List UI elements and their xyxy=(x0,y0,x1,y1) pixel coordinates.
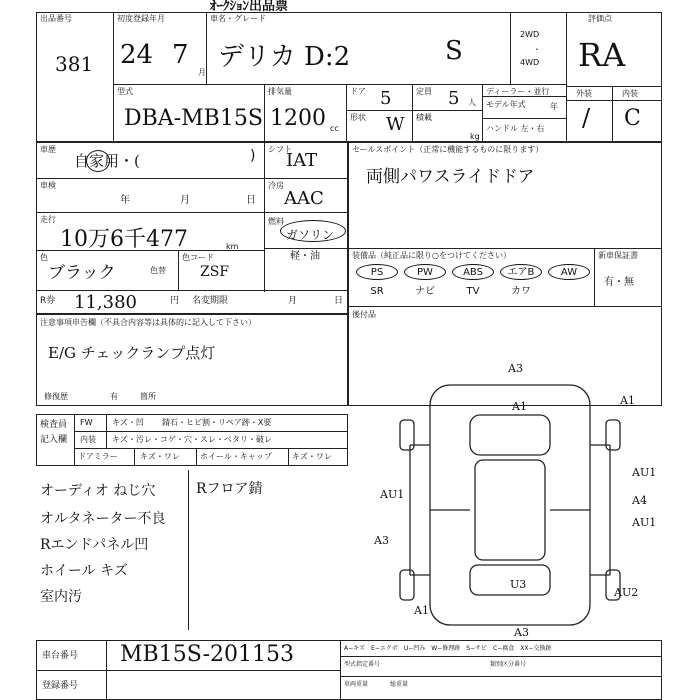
note-line: 室内汚 xyxy=(40,589,82,605)
equipment-item: PS xyxy=(356,264,398,280)
grade-score: RA xyxy=(578,36,626,74)
lot-label: 出品番号 xyxy=(40,14,72,23)
damage-diagram xyxy=(370,360,670,650)
equipment-item: SR xyxy=(370,286,384,297)
equipment-item: PW xyxy=(404,264,446,280)
sales-point: 両側パワスライドドア xyxy=(366,167,535,187)
body-shape: W xyxy=(386,114,405,135)
recycle-fee: 11,380 xyxy=(74,292,137,313)
registration-year: 24 xyxy=(120,40,154,70)
equipment-item: AW xyxy=(548,264,590,280)
chassis-number: MB15S-201153 xyxy=(120,642,294,667)
vehicle-history: 自家用・( xyxy=(74,152,140,170)
model-name: デリカ D:2 xyxy=(218,42,351,72)
windshield xyxy=(470,415,550,455)
grade: S xyxy=(445,36,463,66)
fuel-type: ガソリン xyxy=(286,228,335,242)
registration-label: 初度登録年月 xyxy=(117,14,165,23)
damage-mark: U3 xyxy=(510,578,527,591)
interior-grade: C xyxy=(624,106,641,131)
damage-mark: A3 xyxy=(374,534,389,547)
note-line: Rフロア錆 xyxy=(196,481,263,497)
color-code: ZSF xyxy=(200,264,230,280)
capacity: 5 xyxy=(448,88,460,109)
damage-mark: A1 xyxy=(414,604,429,617)
equipment-item: エアB xyxy=(500,264,542,280)
damage-mark: A1 xyxy=(512,400,527,413)
note-line: ホイール キズ xyxy=(40,563,128,579)
damage-mark: AU1 xyxy=(632,516,657,529)
fuel-circle xyxy=(280,220,346,242)
exterior-grade: / xyxy=(582,104,591,132)
damage-mark: A3 xyxy=(508,362,523,375)
damage-mark: A4 xyxy=(632,494,647,507)
grade-label: 評価点 xyxy=(588,14,612,23)
notes-text: E/G チェックランプ点灯 xyxy=(48,344,216,362)
equipment-item: カワ xyxy=(511,286,531,297)
history-circle xyxy=(86,150,110,172)
damage-mark: A1 xyxy=(620,394,635,407)
drive-4wd: 4WD xyxy=(520,58,540,67)
mileage: 10万6千477 xyxy=(60,227,188,252)
displacement: 1200 xyxy=(270,106,326,131)
roof xyxy=(475,460,545,560)
damage-mark: AU1 xyxy=(632,466,657,479)
doors: 5 xyxy=(380,88,392,109)
damage-mark: A3 xyxy=(514,626,529,639)
equipment-item: ABS xyxy=(452,264,494,280)
ac-type: AAC xyxy=(284,188,324,209)
model-code: DBA-MB15S xyxy=(124,106,263,131)
page-title: ｵｰｸｼｮﾝ出品票 xyxy=(210,0,289,14)
body-color: ブラック xyxy=(48,263,116,283)
note-line: オーディオ ねじ穴 xyxy=(40,483,156,499)
equipment-item: TV xyxy=(466,286,480,297)
registration-month: 7 xyxy=(172,40,189,70)
note-line: Rエンドパネル凹 xyxy=(40,537,149,553)
note-line: オルタネーター不良 xyxy=(40,511,166,527)
drive-2wd: 2WD xyxy=(520,30,540,39)
lot-number: 381 xyxy=(55,52,94,76)
shift-type: IAT xyxy=(286,150,318,171)
model-name-label: 車名・グレード xyxy=(210,14,266,23)
damage-mark: AU1 xyxy=(380,488,405,501)
damage-mark: AU2 xyxy=(614,586,639,599)
equipment-item: ナビ xyxy=(415,286,435,297)
